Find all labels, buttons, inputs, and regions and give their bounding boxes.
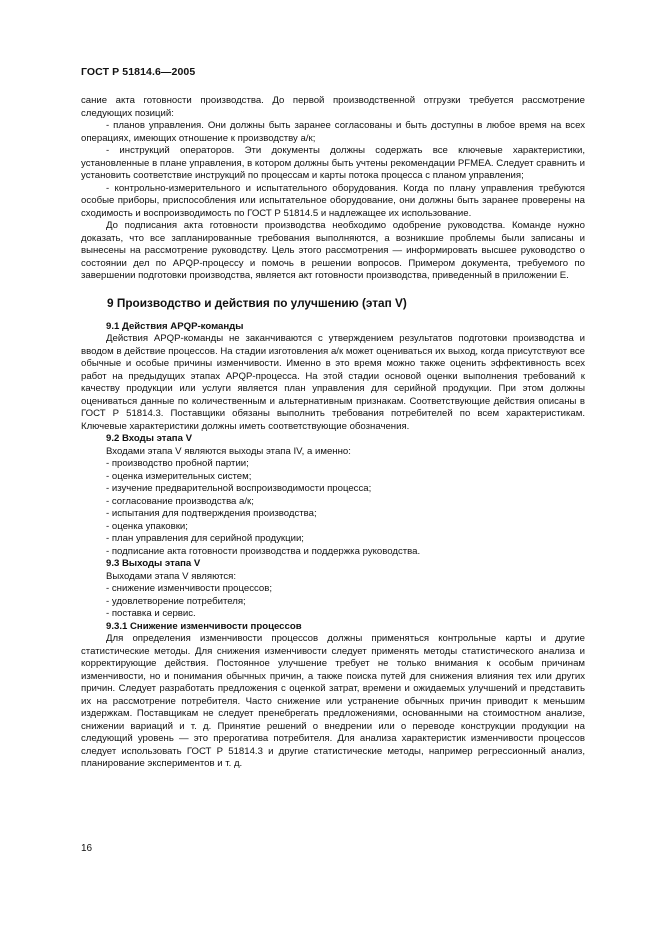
list-item: - испытания для подтверждения производства;	[106, 508, 317, 519]
list-item: - согласование производства а/к;	[106, 495, 254, 507]
list-item: - снижение изменчивости процессов;	[106, 583, 272, 594]
list-item: - оценка измерительных систем;	[106, 470, 252, 482]
section-9-2-title: 9.2 Входы этапа V	[106, 433, 192, 444]
management-approval-paragraph: До подписания акта готовности производства необходимо одобрение руководства. Команде нужно доказать, что все запланированные требования выполняются, а возникшие проблемы были записаны и вынесены на рассмотрение руководству. Цель этого рассмотрения — информировать высшее руководство о состоянии дел по APQP-процессу и помочь в решении вопросов. Примером документа, требуемого по завершении подготовки производства, является акт готовности производства, приведенный в приложении Е.	[81, 220, 585, 281]
section-9-2-intro: Входами этапа V являются выходы этапа IV, а именно:	[106, 445, 351, 457]
section-9-title: 9 Производство и действия по улучшению (этап V)	[107, 295, 407, 310]
list-item: - поставка и сервис.	[106, 608, 196, 619]
list-item: - изучение предварительной воспроизводимости процесса;	[106, 483, 372, 494]
list-item: - производство пробной партии;	[106, 458, 249, 469]
list-item-operator-instructions: - инструкций операторов. Эти документы должны содержать все ключевые характеристики, установленные в плане управления, в котором должны быть учтены рекомендации PFMEA. Следует сравнить и установить соответствие инструкций по процессам и карты потока процесса с планом управления;	[81, 145, 585, 181]
section-9-3-intro: Выходами этапа V являются:	[106, 570, 237, 582]
section-9-3-1-title: 9.3.1 Снижение изменчивости процессов	[106, 620, 302, 632]
section-9-1-title: 9.1 Действия APQP-команды	[106, 320, 244, 332]
list-item-control-plans: - планов управления. Они должны быть заранее согласованы и быть доступны в любое время на всех операциях, имеющих отношение к производству а/к;	[81, 120, 585, 144]
list-item: - подписание акта готовности производства и поддержка руководства.	[106, 545, 421, 557]
section-9-3-title: 9.3 Выходы этапа V	[106, 558, 201, 569]
section-9-3-1-text: Для определения изменчивости процессов должны применяться контрольные карты и другие статистические методы. Для снижения изменчивости следует применять методы статистического анализа и корректирующие действия. Постоянное улучшение требует не только внимания к особым причинам изменчивости, но и понимания обычных причин, а также поиска путей для снижения влияния тех или других причин. Следует разработать предложения с оценкой затрат, времени и ожидаемых улучшений и представить их на рассмотрение потребителя. Часто снижение или устранение обычных причин приводит к меньшим издержкам. Поставщикам не следует пренебрегать предложениями, основанными на стоимостном анализе, снижении вариаций и т. д. Принятие решений о внедрении или о переводе конструкции продукции на следующий уровень — это прерогатива потребителя. Для анализа характеристик изменчивости процессов следует использовать ГОСТ Р 51814.3 и другие статистические методы, например регрессионный анализ, планирование экспериментов и т. д.	[81, 633, 585, 769]
list-item: - план управления для серийной продукции;	[106, 533, 304, 544]
list-item: - оценка упаковки;	[106, 520, 188, 532]
page-number: 16	[81, 843, 93, 854]
page-content	[81, 95, 585, 771]
section-9-1-text: Действия APQP-команды не заканчиваются с утверждением результатов подготовки производства и вводом в действие процессов. На стадии изготовления а/к может оцениваться их выход, когда присутствуют все обычные и особые причины изменчивости. Именно в это время можно также оценить эффективность всех работ на предыдущих этапах APQP-процесса. На этой стадии основой оценки выполнения требований к качеству продукции или услуги является план управления для серийной продукции. При этом должны оцениваться данные по количественным и альтернативным признакам. Соответствующие действия описаны в ГОСТ Р 51814.3. Поставщики обязаны выполнить требования потребителей по всем характеристикам. Ключевые характеристики должны иметь соответствующие обозначения.	[81, 333, 585, 432]
intro-paragraph: сание акта готовности производства. До первой производственной отгрузки требуется рассмотрение следующих позиций:	[81, 95, 585, 119]
document-header: ГОСТ Р 51814.6—2005	[81, 66, 196, 78]
list-item: - удовлетворение потребителя;	[106, 595, 246, 607]
list-item-test-equipment: - контрольно-измерительного и испытательного оборудования. Когда по плану управления требуются особые приборы, приспособления или испытательное оборудование, они должны быть заранее проверены на сходимость и воспроизводимость по ГОСТ Р 51814.5 и надлежащее их использование.	[81, 182, 585, 219]
